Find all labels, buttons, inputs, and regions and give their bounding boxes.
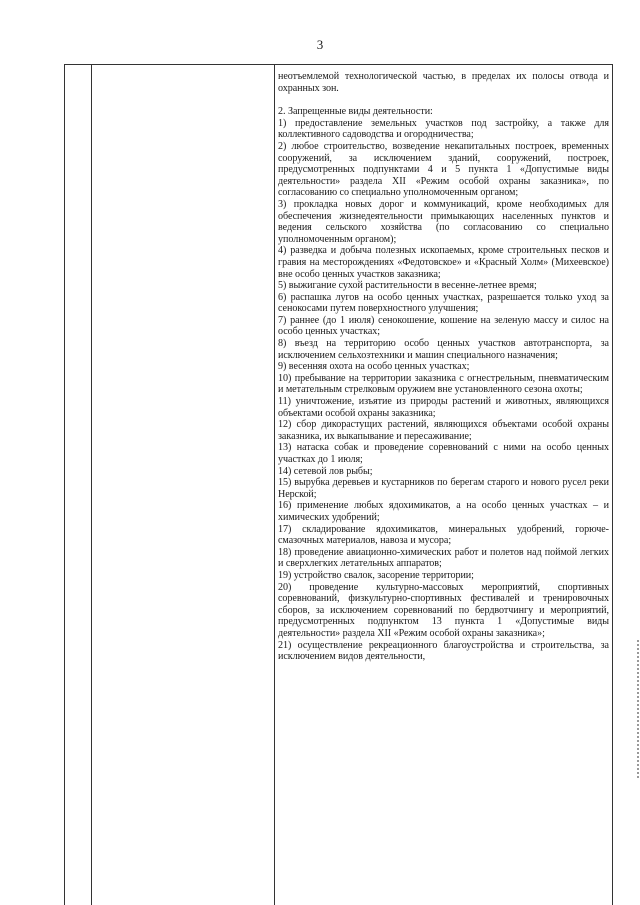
regulation-text-cell [278,71,609,663]
list-item: 16) применение любых ядохимикатов, а на особо ценных участках – и химических удобрений; [278,500,609,523]
list-item: 3) прокладка новых дорог и коммуникаций, кроме необходимых для обеспечения жизнедеятельности примыкающих населенных пунктов и ведения сельского хозяйства (по согласованию со специально уполномоченным органом); [278,198,609,245]
list-item: 17) складирование ядохимикатов, минеральных удобрений, горюче-смазочных материалов, навоза и мусора; [278,523,609,547]
list-item: 18) проведение авиационно-химических работ и полетов над поймой легких и сверхлегких летательных аппаратов; [278,546,609,570]
list-item: 9) весенняя охота на особо ценных участках; [278,361,470,373]
list-item: 4) разведка и добыча полезных ископаемых, кроме строительных песков и гравия на месторождениях «Федотовское» и «Красный Холм» (Михеевское) вне особо ценных участков заказника; [278,245,609,280]
scan-artifact [637,640,639,780]
regulation-table [64,64,613,905]
list-item: 6) распашка лугов на особо ценных участках, разрешается только уход за сенокосами путем поверхностного улучшения; [278,291,609,315]
list-item: 8) въезд на территорию особо ценных участков автотранспорта, за исключением сельхозтехники и машин специального назначения; [278,338,609,361]
list-item: 5) выжигание сухой растительности в весенне-летнее время; [278,280,537,292]
page-number: 3 [316,37,324,52]
column-divider [91,65,92,905]
list-item: 11) уничтожение, изъятие из природы растений и животных, являющихся объектами особой охраны заказника; [278,396,609,419]
list-item: 14) сетевой лов рыбы; [278,465,373,477]
column-divider [274,65,275,905]
list-item: 20) проведение культурно-массовых мероприятий, спортивных соревнований, физкультурно-спортивных фестивалей и тренировочных сборов, за исключением соревнований по бердвотчингу и мероприятий, предусмотренных подпунктом 13 пункта 1 «Допустимые виды деятельности» раздела XII «Режим особой охраны заказника»; [278,581,609,639]
list-item: 7) раннее (до 1 июля) сенокошение, кошение на зеленую массу и силос на особо ценных участках; [278,314,609,338]
list-item: 12) сбор дикорастущих растений, являющихся объектами особой охраны заказника, их выкапывание и пересаживание; [278,419,609,442]
continuation-text: неотъемлемой технологической частью, в пределах их полосы отвода и охранных зон. [278,71,609,94]
list-item: 19) устройство свалок, засорение территории; [278,569,474,581]
list-item: 2) любое строительство, возведение некапитальных построек, временных сооружений, за исключением зданий, сооружений, построек, предусмотренных подпунктами 4 и 5 пункта 1 «Допустимые виды деятельности» раздела XII «Режим особой охраны заказника», по согласованию со специально уполномоченным органом; [278,140,609,199]
list-item: 15) вырубка деревьев и кустарников по берегам старого и нового русел реки Нерской; [278,477,609,500]
list-item: 10) пребывание на территории заказника с огнестрельным, пневматическим и метательным стрелковым оружием вне установленного сезона охоты; [278,372,609,396]
section-heading: 2. Запрещенные виды деятельности: [278,106,433,118]
list-item: 13) натаска собак и проведение соревнований с ними на особо ценных участках до 1 июля; [278,442,609,465]
list-item: 21) осуществление рекреационного благоустройства и строительства, за исключением видов деятельности, [278,639,609,663]
list-item: 1) предоставление земельных участков под застройку, а также для коллективного садоводства и огородничества; [278,117,609,141]
